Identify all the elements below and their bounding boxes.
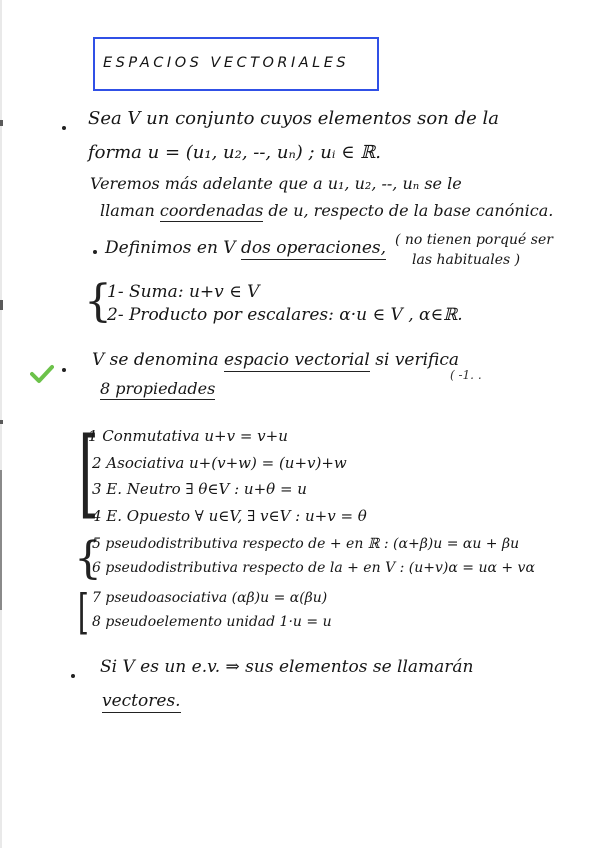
underlined-term: vectores. [102,691,181,711]
text-fragment: V se denomina [92,350,219,370]
operation-item: 1- Suma: u+v ∈ V [107,282,260,302]
property-item: 1 Conmutativa u+v = v+u [88,427,288,445]
property-item: 5 pseudodistributiva respecto de + en ℝ : (α+β)u = αu + βu [92,536,520,552]
bullet [62,126,66,130]
underlined-term: espacio vectorial [224,350,370,370]
text-fragment: llaman [100,201,155,220]
text-fragment: de u, respecto de la base canónica. [268,201,554,220]
text-line [100,201,553,220]
text-line: Veremos más adelante que a u₁, u₂, --, uₙ se le [90,174,462,193]
underlined-term: dos operaciones, [241,238,387,258]
text-fragment: Definimos en V [105,238,236,258]
text-line [100,379,215,398]
property-item: 8 pseudoelemento unidad 1·u = u [92,614,332,630]
text-line: forma u = (u₁, u₂, --, uₙ) ; uᵢ ∈ ℝ. [88,142,381,163]
check-mark-icon [30,364,54,384]
side-note: las habituales ) [412,252,521,268]
edge-mark [0,300,3,310]
property-item: 2 Asociativa u+(v+w) = (u+v)+w [92,454,347,472]
side-note: ( no tienen porqué ser [395,232,553,248]
edge-mark [0,470,2,610]
text-line: Sea V un conjunto cuyos elementos son de la [88,108,499,129]
text-fragment: si verifica [375,350,460,370]
bullet [71,674,75,678]
edge-mark [0,420,3,424]
faint-marks: ( -1. . [450,368,482,382]
brace: [ [78,417,100,529]
text-line [92,350,459,370]
brace: [ [77,584,89,640]
bullet [93,250,97,254]
property-item: 4 E. Opuesto ∀ u∈V, ∃ v∈V : u+v = θ [92,507,367,525]
underlined-term: 8 propiedades [100,379,216,398]
edge-mark [0,120,3,126]
page-left-edge [0,0,2,848]
property-item: 7 pseudoasociativa (αβ)u = α(βu) [92,590,328,606]
operation-item: 2- Producto por escalares: α·u ∈ V , α∈ℝ. [107,305,463,325]
text-line: Si V es un e.v. ⇒ sus elementos se llamarán [100,657,474,677]
bullet [62,368,66,372]
text-line [102,691,181,711]
title-box [93,37,379,91]
text-line [105,238,386,258]
page-title: ESPACIOS VECTORIALES [103,55,350,71]
brace: { [74,533,102,584]
underlined-term: coordenadas [159,201,264,220]
property-item: 3 E. Neutro ∃ θ∈V : u+θ = u [92,480,307,498]
property-item: 6 pseudodistributiva respecto de la + en V : (u+v)α = uα + vα [92,560,535,576]
brace: { [84,276,112,327]
